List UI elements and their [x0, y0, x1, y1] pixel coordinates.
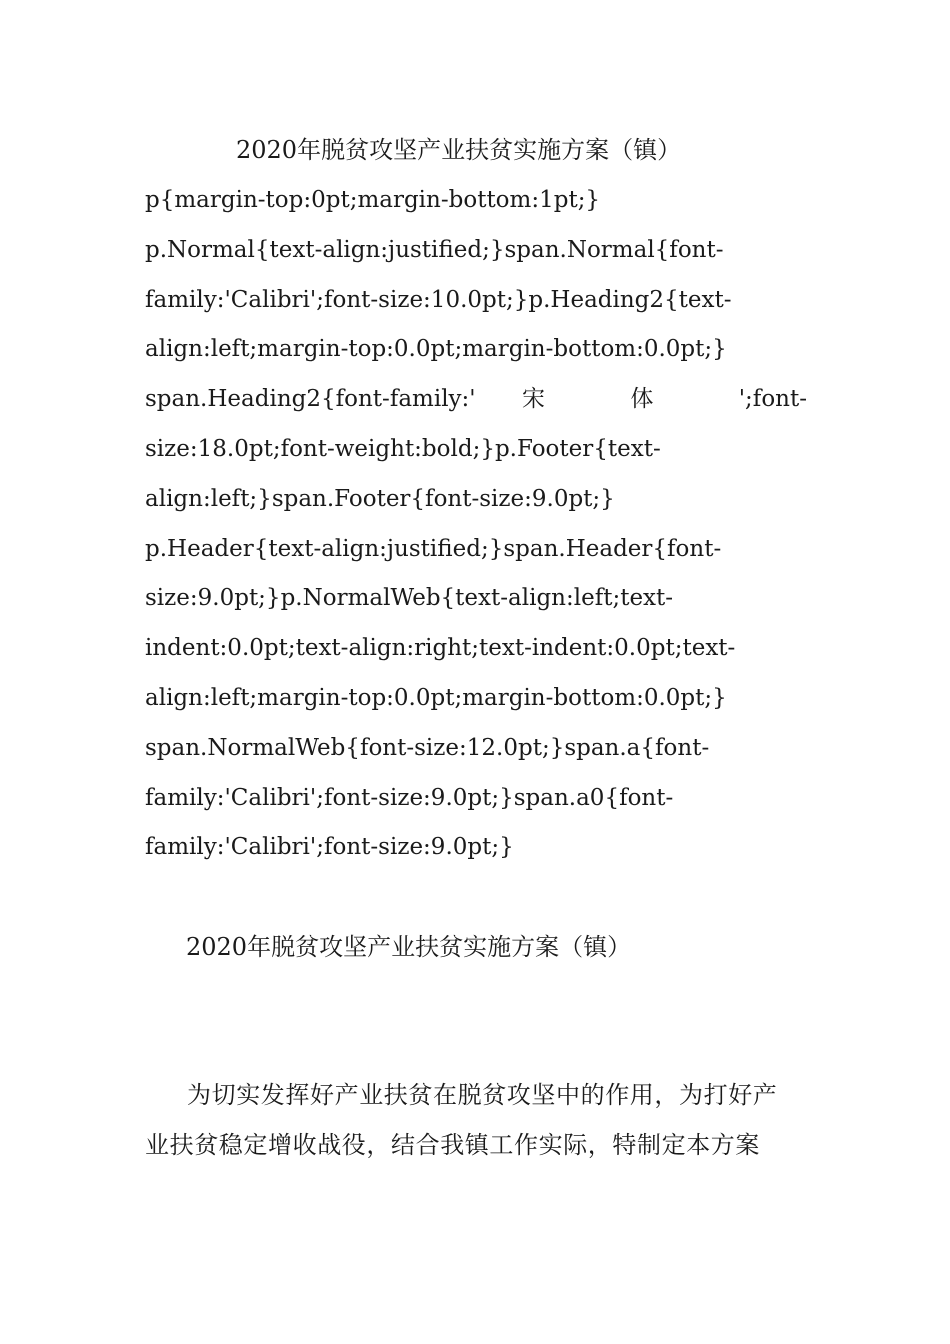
- css-line: family:'Calibri';font-size:10.0pt;}p.Heading2{text-: [145, 286, 732, 313]
- css-text-block: [145, 176, 807, 873]
- css-line: span.Heading2{font-family:' 宋 体 ';font-: [145, 386, 807, 413]
- css-line: size:18.0pt;font-weight:bold;}p.Footer{text-: [145, 435, 661, 462]
- css-line: family:'Calibri';font-size:9.0pt;}: [145, 834, 514, 861]
- css-line: p.Header{text-align:justified;}span.Header{font-: [145, 535, 722, 562]
- css-line: align:left;}span.Footer{font-size:9.0pt;}: [145, 485, 615, 512]
- section-heading: 2020年脱贫攻坚产业扶贫实施方案（镇）: [186, 933, 632, 961]
- css-line: indent:0.0pt;text-align:right;text-indent:0.0pt;text-: [145, 635, 736, 662]
- css-line: size:9.0pt;}p.NormalWeb{text-align:left;text-: [145, 585, 674, 612]
- css-line: span.NormalWeb{font-size:12.0pt;}span.a{font-: [145, 734, 710, 761]
- css-line: family:'Calibri';font-size:9.0pt;}span.a0{font-: [145, 784, 674, 811]
- body-paragraph: [145, 1070, 807, 1170]
- css-line: align:left;margin-top:0.0pt;margin-bottom:0.0pt;}: [145, 336, 727, 363]
- body-line: 业扶贫稳定增收战役，结合我镇工作实际，特制定本方案: [145, 1131, 760, 1159]
- document-title: 2020年脱贫攻坚产业扶贫实施方案（镇）: [236, 136, 682, 164]
- css-line: p{margin-top:0pt;margin-bottom:1pt;}: [145, 187, 601, 213]
- css-line: p.Normal{text-align:justified;}span.Normal{font-: [145, 236, 724, 263]
- css-line: align:left;margin-top:0.0pt;margin-bottom:0.0pt;}: [145, 684, 727, 711]
- body-line: 为切实发挥好产业扶贫在脱贫攻坚中的作用，为打好产: [187, 1081, 778, 1109]
